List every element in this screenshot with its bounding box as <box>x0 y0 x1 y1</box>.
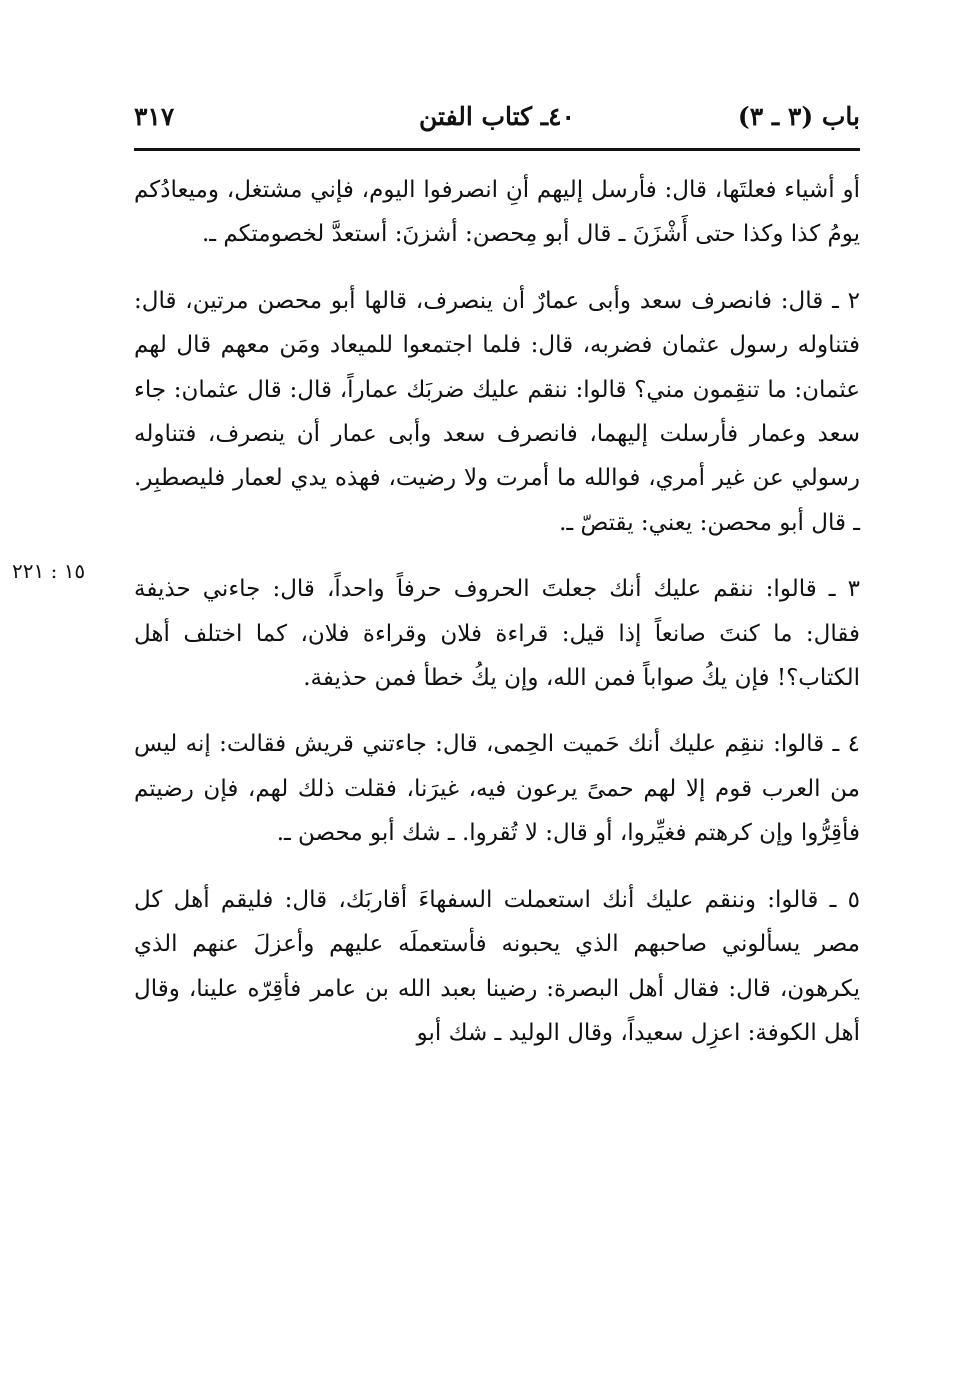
header-divider <box>134 148 860 151</box>
paragraph-1: أو أشياء فعلتَها، قال: فأرسل إليهم أنِ انصرفوا اليوم، فإني مشتغل، وميعادُكم يومُ كذا وكذا حتى أَشْزَنَ ـ قال أبو مِحصن: أشزنَ: أستعدَّ لخصومتكم ـ. <box>134 177 860 248</box>
running-header <box>134 92 860 140</box>
paragraph-3: ٣ ـ قالوا: ننقم عليك أنك جعلتَ الحروف حرفاً واحداً، قال: جاءني حذيفة فقال: ما كنتَ صانعاً إذا قيل: قراءة فلان وقراءة فلان، كما اختلف أهل الكتاب؟! فإن يكُ صواباً فمن الله، وإن يكُ خطأ فمن حذيفة. <box>134 576 860 692</box>
book-title: ٤٠ـ كتاب الفتن <box>419 102 575 131</box>
margin-reference: ١٥ : ٢٢١ <box>12 559 86 583</box>
paragraph-2: ٢ ـ قال: فانصرف سعد وأبى عمارٌ أن ينصرف، قالها أبو محصن مرتين، قال: فتناوله رسول عثمان فضربه، قال: فلما اجتمعوا للميعاد ومَن معهم قال لهم عثمان: ما تنقِمون مني؟ قالوا: ننقم عليك ضربَك عماراً، قال: قال عثمان: جاء سعد وعمار فأرسلت إليهما، فانصرف سعد وأبى عمار أن ينصرف، فتناوله رسولي عن غير أمري، فوالله ما أمرت ولا رضيت، فهذه يدي لعمار فليصطبِر. ـ قال أبو محصن: يعني: يقتصّ ـ. <box>134 287 860 536</box>
paragraph-5: ٥ ـ قالوا: وننقم عليك أنك استعملت السفهاءَ أقاربَك، قال: فليقم أهل كل مصر يسألوني صاحبهم الذي يحبونه فأستعملَه عليهم وأعزلَ عنهم الذي يكرهون، قال: فقال أهل البصرة: رضينا بعبد الله بن عامر فأقِرّه علينا، وقال أهل الكوفة: اعزِل سعيداً، وقال الوليد ـ شك أبو <box>134 886 860 1046</box>
body-text <box>134 168 860 1077</box>
page-number: ٣١٧ <box>134 102 175 131</box>
chapter-reference: باب (٣ ـ ٣) <box>737 102 860 131</box>
paragraph-4: ٤ ـ قالوا: ننقِم عليك أنك حَميت الحِمى، قال: جاءتني قريش فقالت: إنه ليس من العرب قوم إلا لهم حمىً يرعون فيه، غيرَنا، فقلت ذلك لهم، فإن رضيتم فأقِرُّوا وإن كرهتم فغيِّروا، أو قال: لا تُقروا. ـ شك أبو محصن ـ. <box>134 731 860 847</box>
